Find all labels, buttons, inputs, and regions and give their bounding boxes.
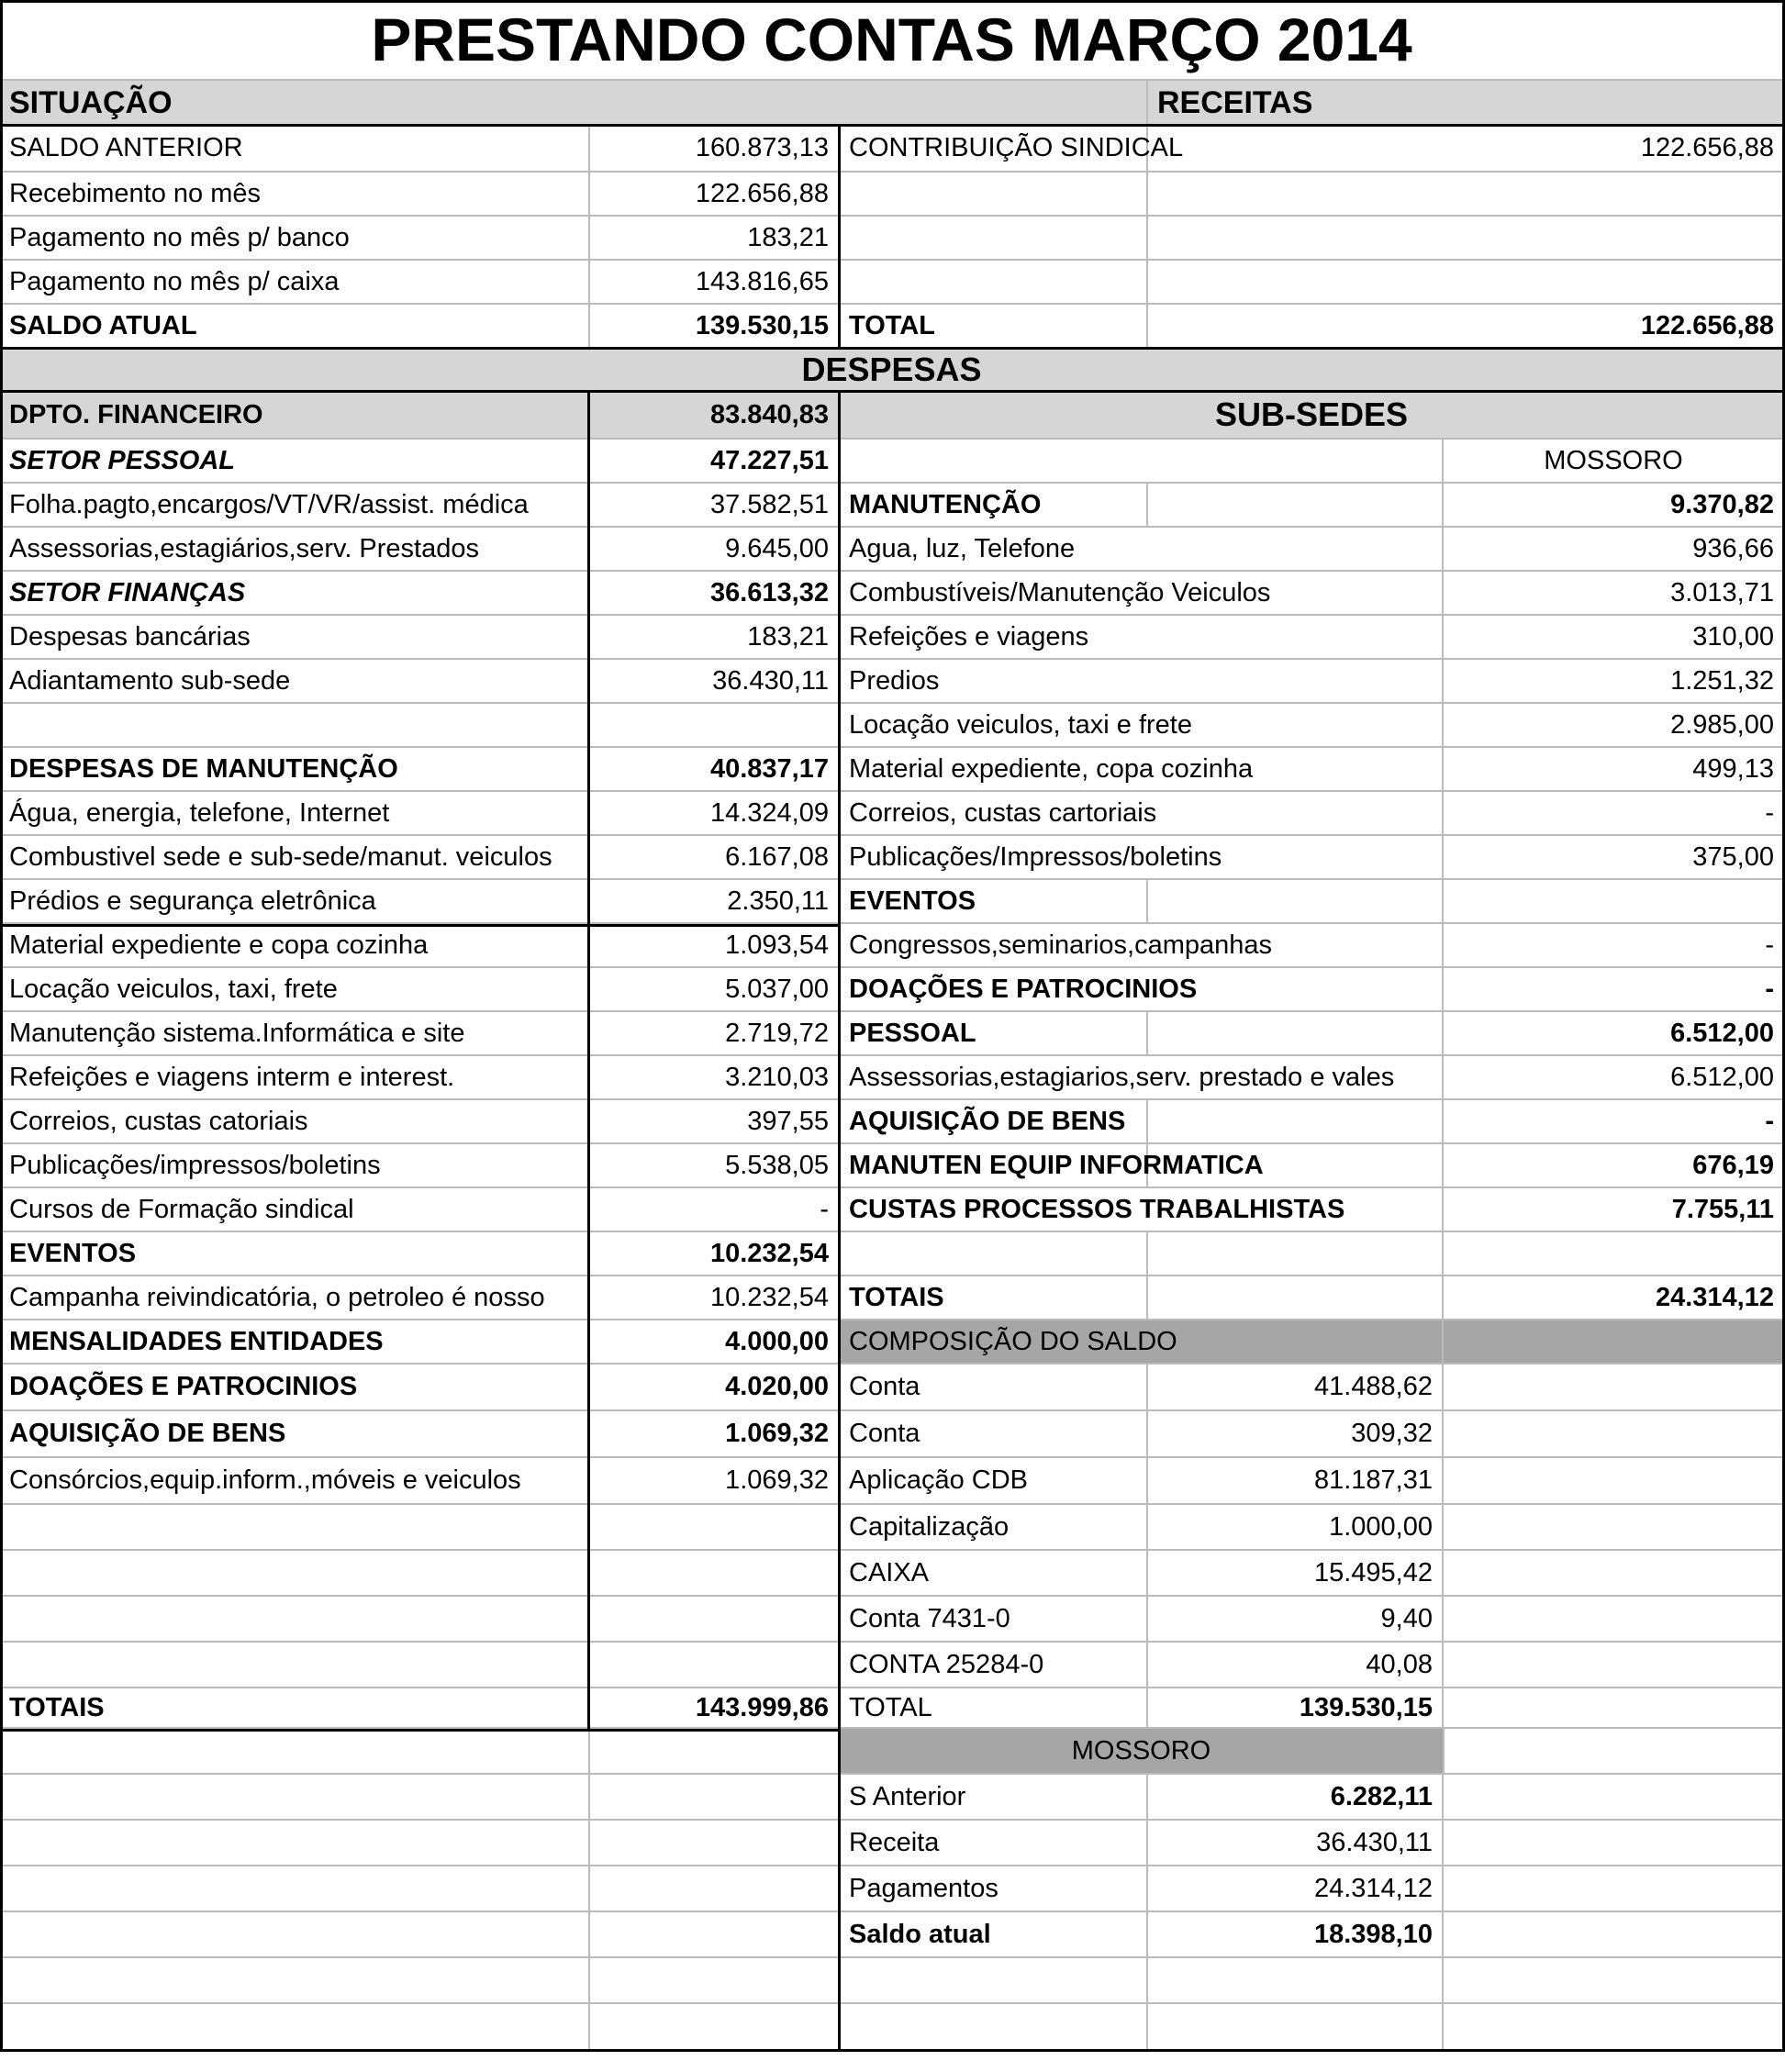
empty-cell: [1444, 1458, 1785, 1505]
section-header-situacao: SITUAÇÃO: [0, 81, 1148, 126]
despesa-value: 4.020,00: [590, 1365, 840, 1411]
mossoro-label: Saldo atual: [840, 1912, 1148, 1958]
subsede-value: 375,00: [1444, 836, 1785, 880]
composicao-value: 81.187,31: [1148, 1458, 1444, 1505]
empty-cell: [1444, 1729, 1785, 1775]
subsede-label: CUSTAS PROCESSOS TRABALHISTAS: [840, 1188, 1444, 1232]
mossoro-value: 24.314,12: [1148, 1866, 1444, 1912]
empty-cell: [590, 1912, 840, 1958]
despesa-label: Prédios e segurança eletrônica: [0, 880, 590, 924]
despesa-value: 47.227,51: [590, 440, 840, 484]
subsede-value: 2.985,00: [1444, 704, 1785, 748]
subsede-label: Refeições e viagens: [840, 616, 1444, 660]
mossoro-label: Receita: [840, 1821, 1148, 1866]
subsede-label: Combustíveis/Manutenção Veiculos: [840, 572, 1444, 616]
despesa-value: 2.719,72: [590, 1012, 840, 1056]
empty-cell: [1148, 217, 1785, 261]
despesa-label: Manutenção sistema.Informática e site: [0, 1012, 590, 1056]
situacao-label: Recebimento no mês: [0, 173, 590, 217]
empty-cell: [1148, 2004, 1444, 2052]
despesa-label: Locação veiculos, taxi, frete: [0, 968, 590, 1012]
composicao-label: TOTAL: [840, 1688, 1148, 1729]
subsede-label: DOAÇÕES E PATROCINIOS: [840, 968, 1444, 1012]
empty-cell: [1148, 1012, 1444, 1056]
empty-cell: [1444, 1958, 1785, 2004]
empty-cell: [590, 1505, 840, 1551]
composicao-value: 139.530,15: [1148, 1688, 1444, 1729]
subsede-label: Predios: [840, 660, 1444, 704]
subsede-label: Assessorias,estagiarios,serv. prestado e vales: [840, 1056, 1444, 1100]
composicao-value: 40,08: [1148, 1643, 1444, 1688]
subsede-value: 499,13: [1444, 748, 1785, 792]
subsede-label: MANUTEN EQUIP INFORMATICA: [840, 1144, 1148, 1188]
empty-cell: [1148, 261, 1785, 305]
subsede-label: AQUISIÇÃO DE BENS: [840, 1100, 1148, 1144]
empty-cell: [0, 1866, 590, 1912]
page-title: PRESTANDO CONTAS MARÇO 2014: [0, 0, 1785, 81]
empty-cell: [1444, 1775, 1785, 1821]
empty-cell: [840, 2004, 1148, 2052]
empty-cell: [1444, 1688, 1785, 1729]
mossoro-value: 36.430,11: [1148, 1821, 1444, 1866]
subsede-value: -: [1444, 792, 1785, 836]
despesa-label: TOTAIS: [0, 1688, 590, 1729]
despesa-value: 1.069,32: [590, 1411, 840, 1458]
despesa-label: SETOR PESSOAL: [0, 440, 590, 484]
despesa-label: MENSALIDADES ENTIDADES: [0, 1320, 590, 1365]
despesa-label: Combustivel sede e sub-sede/manut. veiculos: [0, 836, 590, 880]
subsede-mossoro-header: MOSSORO: [1444, 440, 1785, 484]
despesa-value: -: [590, 1188, 840, 1232]
empty-cell: [1148, 1276, 1444, 1320]
despesa-label: AQUISIÇÃO DE BENS: [0, 1411, 590, 1458]
despesa-value: 2.350,11: [590, 880, 840, 924]
empty-cell: [0, 1551, 590, 1597]
situacao-value: 143.816,65: [590, 261, 840, 305]
despesa-label: Adiantamento sub-sede: [0, 660, 590, 704]
despesa-label: Campanha reivindicatória, o petroleo é nosso: [0, 1276, 590, 1320]
situacao-label: SALDO ANTERIOR: [0, 126, 590, 173]
despesa-value: 14.324,09: [590, 792, 840, 836]
empty-cell: [1444, 2004, 1785, 2052]
empty-cell: [0, 1958, 590, 2004]
subsede-value: 676,19: [1444, 1144, 1785, 1188]
composicao-label: Capitalização: [840, 1505, 1148, 1551]
situacao-value: 183,21: [590, 217, 840, 261]
empty-cell: [1148, 484, 1444, 528]
empty-cell: [590, 1775, 840, 1821]
empty-cell: [590, 1729, 840, 1775]
composicao-value: 41.488,62: [1148, 1365, 1444, 1411]
despesa-value: 183,21: [590, 616, 840, 660]
subsede-value: 6.512,00: [1444, 1012, 1785, 1056]
despesa-value: 10.232,54: [590, 1232, 840, 1276]
subsede-value: [1444, 880, 1785, 924]
despesa-value: 5.538,05: [590, 1144, 840, 1188]
empty-cell: [1444, 1365, 1785, 1411]
empty-cell: [0, 1775, 590, 1821]
composicao-label: CAIXA: [840, 1551, 1148, 1597]
subsede-value: 9.370,82: [1444, 484, 1785, 528]
subsede-label: PESSOAL: [840, 1012, 1148, 1056]
situacao-label: SALDO ATUAL: [0, 305, 590, 349]
empty-cell: [840, 440, 1444, 484]
receita-value: 122.656,88: [1148, 126, 1785, 173]
empty-cell: [840, 261, 1148, 305]
subsede-label: Publicações/Impressos/boletins: [840, 836, 1444, 880]
subsede-label: EVENTOS: [840, 880, 1148, 924]
empty-cell: [0, 1821, 590, 1866]
empty-cell: [590, 1866, 840, 1912]
empty-cell: [0, 1912, 590, 1958]
empty-cell: [840, 217, 1148, 261]
empty-cell: [0, 1597, 590, 1643]
despesa-label: DPTO. FINANCEIRO: [0, 392, 590, 440]
despesa-value: 397,55: [590, 1100, 840, 1144]
despesa-value: 36.430,11: [590, 660, 840, 704]
despesa-value: 6.167,08: [590, 836, 840, 880]
despesa-value: 1.093,54: [590, 924, 840, 968]
despesa-value: 4.000,00: [590, 1320, 840, 1365]
mossoro-value: 6.282,11: [1148, 1775, 1444, 1821]
empty-cell: [1444, 1643, 1785, 1688]
situacao-value: 122.656,88: [590, 173, 840, 217]
despesa-value: 1.069,32: [590, 1458, 840, 1505]
subsede-value: 7.755,11: [1444, 1188, 1785, 1232]
subsede-value: -: [1444, 924, 1785, 968]
despesa-label: Assessorias,estagiários,serv. Prestados: [0, 528, 590, 572]
empty-cell: [1444, 1821, 1785, 1866]
subsede-value: 310,00: [1444, 616, 1785, 660]
despesa-value: 83.840,83: [590, 392, 840, 440]
despesa-label: Publicações/impressos/boletins: [0, 1144, 590, 1188]
subsede-label: Agua, luz, Telefone: [840, 528, 1444, 572]
subsede-value: 3.013,71: [1444, 572, 1785, 616]
situacao-value: 160.873,13: [590, 126, 840, 173]
empty-cell: [1148, 1232, 1444, 1276]
despesa-label: EVENTOS: [0, 1232, 590, 1276]
subsede-label: Material expediente, copa cozinha: [840, 748, 1444, 792]
empty-cell: [590, 1643, 840, 1688]
subsede-value: -: [1444, 968, 1785, 1012]
subsede-label: Locação veiculos, taxi e frete: [840, 704, 1444, 748]
subsede-value: 936,66: [1444, 528, 1785, 572]
composicao-label: Conta: [840, 1365, 1148, 1411]
despesa-value: 5.037,00: [590, 968, 840, 1012]
despesa-label: DOAÇÕES E PATROCINIOS: [0, 1365, 590, 1411]
section-header-receitas: RECEITAS: [1148, 81, 1785, 126]
despesa-value: [590, 704, 840, 748]
composicao-label: Conta: [840, 1411, 1148, 1458]
empty-cell: [0, 1729, 590, 1775]
despesa-label: Cursos de Formação sindical: [0, 1188, 590, 1232]
despesa-value: 3.210,03: [590, 1056, 840, 1100]
empty-cell: [590, 2004, 840, 2052]
subsede-value: [1444, 1232, 1785, 1276]
receita-total-label: TOTAL: [840, 305, 1148, 349]
despesa-label: Correios, custas catoriais: [0, 1100, 590, 1144]
composicao-header: COMPOSIÇÃO DO SALDO: [840, 1320, 1444, 1365]
empty-cell: [590, 1821, 840, 1866]
empty-cell: [1444, 1866, 1785, 1912]
empty-cell: [840, 173, 1148, 217]
subsede-label: Correios, custas cartoriais: [840, 792, 1444, 836]
situacao-label: Pagamento no mês p/ banco: [0, 217, 590, 261]
despesa-label: Água, energia, telefone, Internet: [0, 792, 590, 836]
empty-cell: [1148, 1958, 1444, 2004]
despesa-value: 143.999,86: [590, 1688, 840, 1729]
despesa-label: SETOR FINANÇAS: [0, 572, 590, 616]
empty-cell: [0, 2004, 590, 2052]
despesa-label: Consórcios,equip.inform.,móveis e veiculos: [0, 1458, 590, 1505]
subsede-value: 6.512,00: [1444, 1056, 1785, 1100]
empty-cell: [1148, 1100, 1444, 1144]
composicao-value: 15.495,42: [1148, 1551, 1444, 1597]
composicao-value: 1.000,00: [1148, 1505, 1444, 1551]
mossoro-header: MOSSORO: [840, 1729, 1445, 1775]
empty-cell: [1444, 1912, 1785, 1958]
empty-cell: [1444, 1551, 1785, 1597]
composicao-value: 9,40: [1148, 1597, 1444, 1643]
empty-cell: [0, 1505, 590, 1551]
empty-cell: [1444, 1597, 1785, 1643]
despesa-value: 9.645,00: [590, 528, 840, 572]
subsede-value: 24.314,12: [1444, 1276, 1785, 1320]
receita-total-value: 122.656,88: [1148, 305, 1785, 349]
empty-cell: [1444, 1320, 1785, 1365]
situacao-value: 139.530,15: [590, 305, 840, 349]
mossoro-value: 18.398,10: [1148, 1912, 1444, 1958]
empty-cell: [1148, 880, 1444, 924]
empty-cell: [590, 1958, 840, 2004]
empty-cell: [1148, 1144, 1444, 1188]
composicao-label: CONTA 25284-0: [840, 1643, 1148, 1688]
empty-cell: [0, 1643, 590, 1688]
despesa-value: 10.232,54: [590, 1276, 840, 1320]
despesa-value: 37.582,51: [590, 484, 840, 528]
subsede-value: -: [1444, 1100, 1785, 1144]
despesa-value: 40.837,17: [590, 748, 840, 792]
despesa-label: Folha.pagto,encargos/VT/VR/assist. médica: [0, 484, 590, 528]
despesa-label: DESPESAS DE MANUTENÇÃO: [0, 748, 590, 792]
empty-cell: [590, 1597, 840, 1643]
despesa-label: Refeições e viagens interm e interest.: [0, 1056, 590, 1100]
situacao-label: Pagamento no mês p/ caixa: [0, 261, 590, 305]
empty-cell: [590, 1551, 840, 1597]
empty-cell: [1444, 1411, 1785, 1458]
subsede-label: Congressos,seminarios,campanhas: [840, 924, 1444, 968]
despesa-label: Material expediente e copa cozinha: [0, 924, 590, 968]
despesa-label: [0, 704, 590, 748]
empty-cell: [840, 1958, 1148, 2004]
despesa-label: Despesas bancárias: [0, 616, 590, 660]
empty-cell: [1148, 173, 1785, 217]
section-header-despesas: DESPESAS: [0, 349, 1785, 392]
subsede-value: 1.251,32: [1444, 660, 1785, 704]
subsede-label: TOTAIS: [840, 1276, 1148, 1320]
section-header-sub-sedes: SUB-SEDES: [840, 392, 1785, 440]
receita-label: CONTRIBUIÇÃO SINDICAL: [840, 126, 1148, 173]
mossoro-label: S Anterior: [840, 1775, 1148, 1821]
empty-cell: [1444, 1505, 1785, 1551]
mossoro-label: Pagamentos: [840, 1866, 1148, 1912]
composicao-label: Conta 7431-0: [840, 1597, 1148, 1643]
composicao-value: 309,32: [1148, 1411, 1444, 1458]
subsede-label: [840, 1232, 1148, 1276]
subsede-label: MANUTENÇÃO: [840, 484, 1148, 528]
despesa-value: 36.613,32: [590, 572, 840, 616]
composicao-label: Aplicação CDB: [840, 1458, 1148, 1505]
